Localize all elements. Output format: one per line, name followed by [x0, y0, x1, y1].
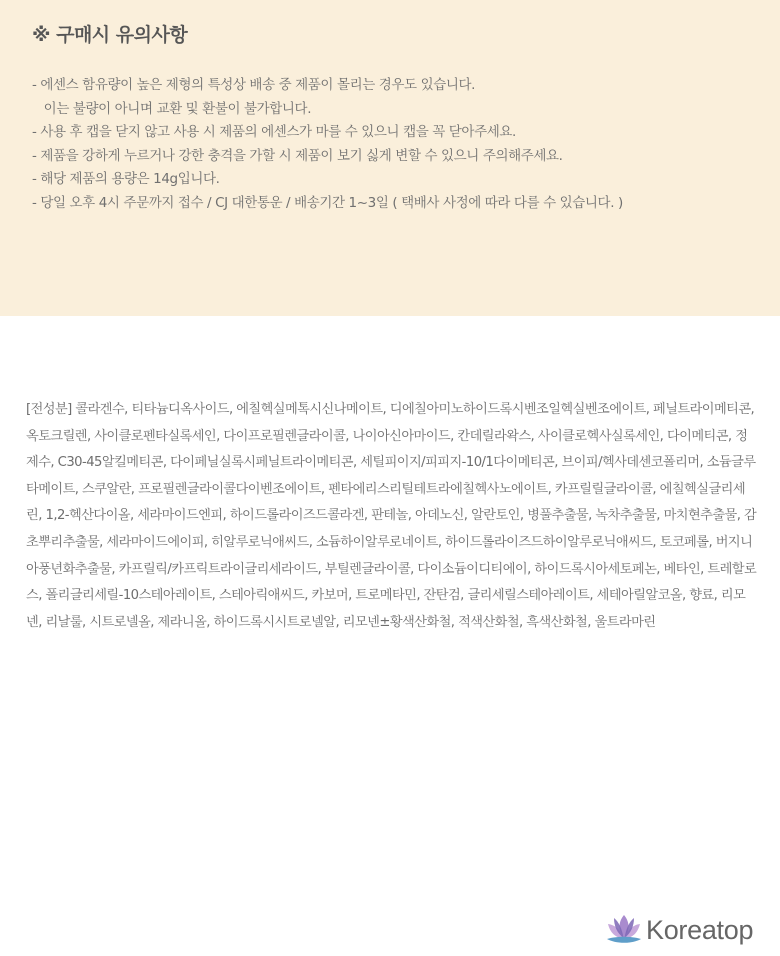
notice-item: - 당일 오후 4시 주문까지 접수 / CJ 대한통운 / 배송기간 1~3일 ( 택배사 사정에 따라 다를 수 있습니다. ): [32, 194, 623, 211]
lotus-icon: [604, 913, 644, 947]
brand-name: Koreatop: [646, 914, 754, 945]
notice-list: [32, 74, 623, 215]
notice-item: - 사용 후 캡을 닫지 않고 사용 시 제품의 에센스가 마를 수 있으니 캡을 꼭 닫아주세요.: [32, 124, 516, 140]
brand-logo: [604, 910, 772, 950]
notice-title: ※ 구매시 유의사항: [32, 24, 188, 46]
notice-item: 이는 불량이 아니며 교환 및 환불이 불가합니다.: [32, 100, 312, 117]
notice-section: [0, 0, 780, 316]
notice-item: - 제품을 강하게 누르거나 강한 충격을 가할 시 제품이 보기 싫게 변할 수 있으니 주의해주세요.: [32, 147, 563, 164]
notice-item: - 해당 제품의 용량은 14g입니다.: [32, 171, 220, 187]
ingredients-text: [전성분] 콜라겐수, 티타늄디옥사이드, 에칠헥실메톡시신나메이트, 디에칠아미노하이드록시벤조일헥실벤조에이트, 페닐트라이메티콘, 옥토크릴렌, 사이클로펜타실록세인, 다이프로필렌글라이콜, 나이아신아마이드, 칸데릴라왁스, 사이클로헥사실록세인, 다이메티콘, 정제수, C30-45알킬메티콘, 다이페닐실록시페닐트라이메티콘, 세틸피이지/피피지-10/1다이메티콘, 브이피/헥사데센코폴리머, 소듐글루타메이트, 스쿠알란, 프로필렌글라이콜다이벤조에이트, 펜타에리스리틸테트라에칠헥사노에이트, 카프릴릴글라이콜, 에칠헥실글리세린, 1,2-헥산다이올, 세라마이드엔피, 하이드롤라이즈드콜라겐, 판테놀, 아데노신, 알란토인, 병풀추출물, 녹차추출물, 마치현추출물, 감초뿌리추출물, 세라마이드에이피, 히알루로닉애씨드, 소듐하이알루로네이트, 하이드롤라이즈드하이알루로닉애씨드, 토코페롤, 버지니아풍년화추출물, 카프릴릭/카프릭트라이글리세라이드, 부틸렌글라이콜, 다이소듐이디티에이, 하이드록시아세토페논, 베타인, 트레할로스, 폴리글리세릴-10스테아레이트, 스테아릭애씨드, 카보머, 트로메타민, 잔탄검, 글리세릴스테아레이트, 세테아릴알코올, 향료, 리모넨, 리날룰, 시트로넬올, 제라니올, 하이드록시시트로넬알, 리모넨±황색산화철, 적색산화철, 흑색산화철, 울트라마린: [26, 402, 757, 630]
notice-item: - 에센스 함유량이 높은 제형의 특성상 배송 중 제품이 몰리는 경우도 있습니다.: [32, 77, 476, 93]
